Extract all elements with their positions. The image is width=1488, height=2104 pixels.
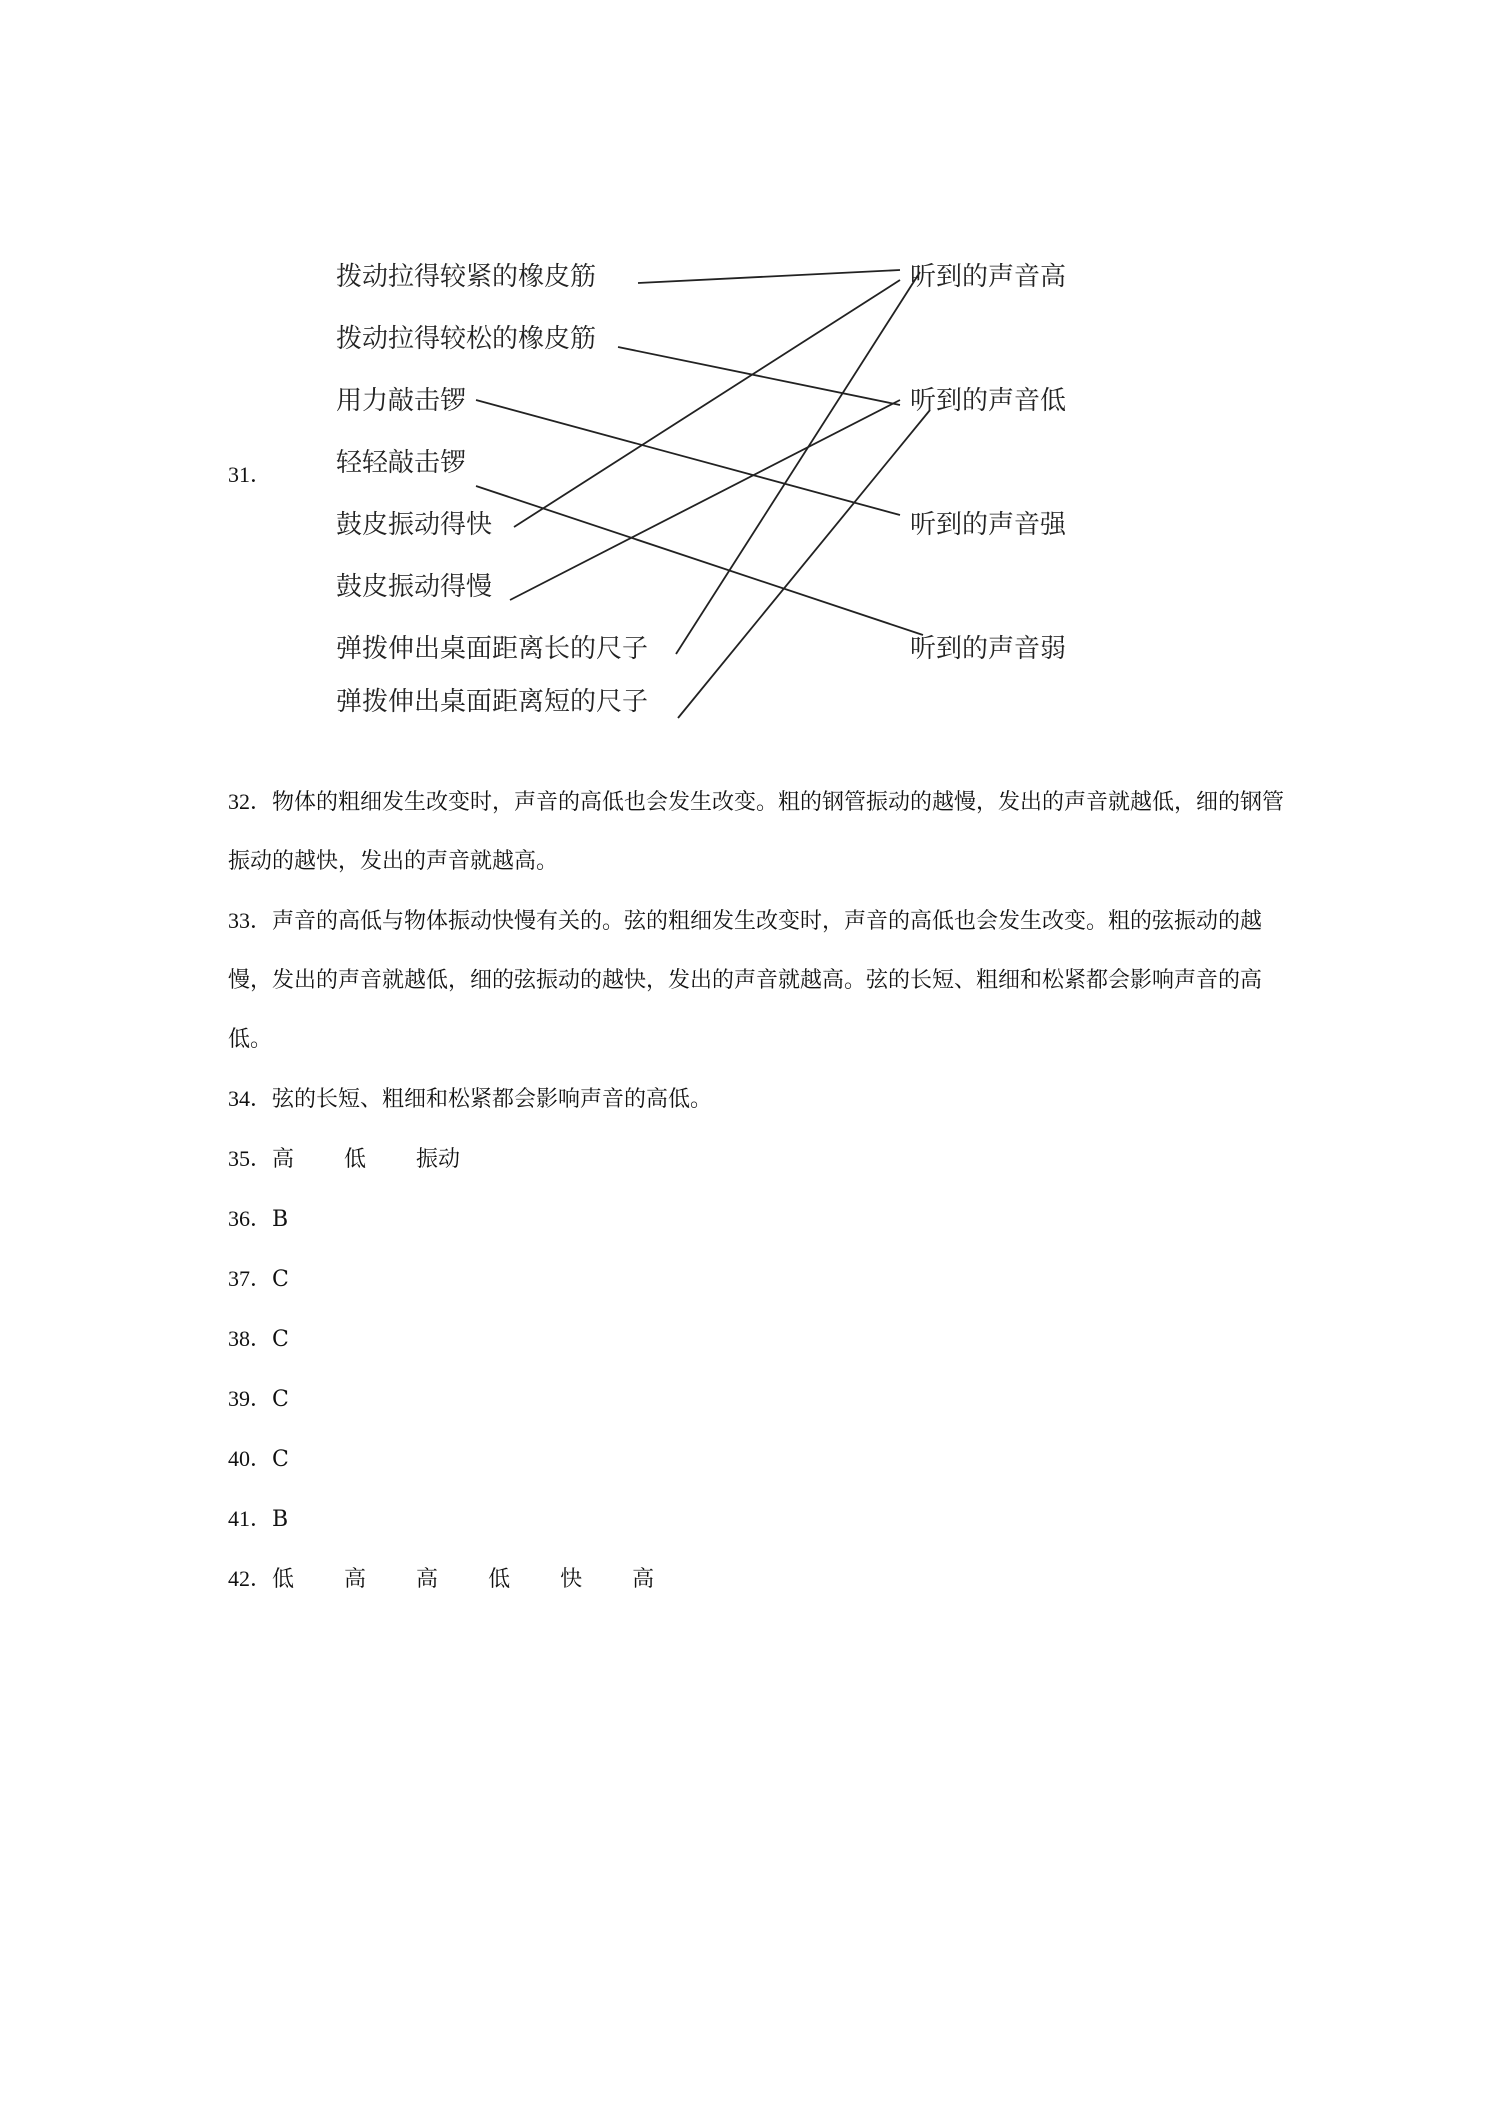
left-item-5: 鼓皮振动得快: [336, 510, 493, 540]
answer-number: 35．: [228, 1146, 273, 1171]
left-item-4: 轻轻敲击锣: [336, 448, 467, 478]
answer-text: C: [272, 1387, 289, 1412]
match-line-2: [618, 347, 900, 405]
answer-number: 38．: [228, 1326, 273, 1351]
left-item-8: 弹拨伸出桌面距离短的尺子: [336, 687, 649, 717]
answer-number: 36．: [228, 1206, 273, 1231]
left-item-7: 弹拨伸出桌面距离长的尺子: [336, 634, 649, 664]
match-line-7: [676, 272, 920, 654]
answer-37: [228, 1249, 1288, 1309]
answer-41: [228, 1489, 1288, 1549]
answer-number: 32．: [228, 789, 273, 814]
answer-text: C: [272, 1447, 289, 1472]
answer-text: B: [272, 1207, 289, 1232]
answer-part: 高: [416, 1567, 439, 1592]
answer-part: 高: [272, 1147, 295, 1172]
answer-text: C: [272, 1267, 289, 1292]
answer-text: C: [272, 1327, 289, 1352]
answer-34: [228, 1069, 1288, 1129]
answer-42: [228, 1549, 1288, 1609]
answer-part: 高: [632, 1567, 655, 1592]
answer-part: 低: [344, 1147, 367, 1172]
answer-text: 弦的长短、粗细和松紧都会影响声音的高低。: [272, 1087, 713, 1112]
answer-part: 高: [344, 1567, 367, 1592]
answer-number: 41．: [228, 1506, 273, 1531]
answer-number: 34．: [228, 1086, 273, 1111]
answer-32: [228, 772, 1288, 891]
left-item-3: 用力敲击锣: [336, 386, 467, 416]
answer-40: [228, 1429, 1288, 1489]
answer-36: [228, 1189, 1288, 1249]
match-line-3: [476, 400, 900, 515]
match-line-8: [678, 410, 930, 718]
match-line-1: [638, 270, 900, 283]
left-item-2: 拨动拉得较松的橡皮筋: [336, 324, 597, 354]
answer-text: 物体的粗细发生改变时，声音的高低也会发生改变。粗的钢管振动的越慢，发出的声音就越低，细的钢管振动的越快，发出的声音就越高。: [228, 790, 1285, 874]
matching-diagram: [0, 0, 1488, 760]
right-item-strong: 听到的声音强: [910, 510, 1067, 540]
answer-text: B: [272, 1507, 289, 1532]
answer-part: 低: [272, 1567, 295, 1592]
question-31-number: 31．: [228, 462, 273, 487]
answer-33: [228, 891, 1288, 1069]
answer-text: 声音的高低与物体振动快慢有关的。弦的粗细发生改变时，声音的高低也会发生改变。粗的弦振动的越慢，发出的声音就越低，细的弦振动的越快，发出的声音就越高。弦的长短、粗细和松紧都会影响声音的高低。: [228, 909, 1263, 1052]
answer-number: 42．: [228, 1566, 273, 1591]
right-item-weak: 听到的声音弱: [910, 634, 1067, 664]
answers-list: [228, 772, 1288, 1609]
answer-part: 低: [488, 1567, 511, 1592]
left-item-6: 鼓皮振动得慢: [336, 572, 493, 602]
match-line-5: [514, 280, 900, 527]
answer-number: 33．: [228, 908, 273, 933]
answer-part: 振动: [416, 1147, 461, 1172]
left-item-1: 拨动拉得较紧的橡皮筋: [336, 262, 597, 292]
right-item-low: 听到的声音低: [910, 386, 1067, 416]
answer-number: 37．: [228, 1266, 273, 1291]
answer-number: 40．: [228, 1446, 273, 1471]
answer-39: [228, 1369, 1288, 1429]
answer-part: 快: [560, 1567, 583, 1592]
right-item-high: 听到的声音高: [910, 262, 1067, 292]
answer-35: [228, 1129, 1288, 1189]
answer-38: [228, 1309, 1288, 1369]
answer-number: 39．: [228, 1386, 273, 1411]
